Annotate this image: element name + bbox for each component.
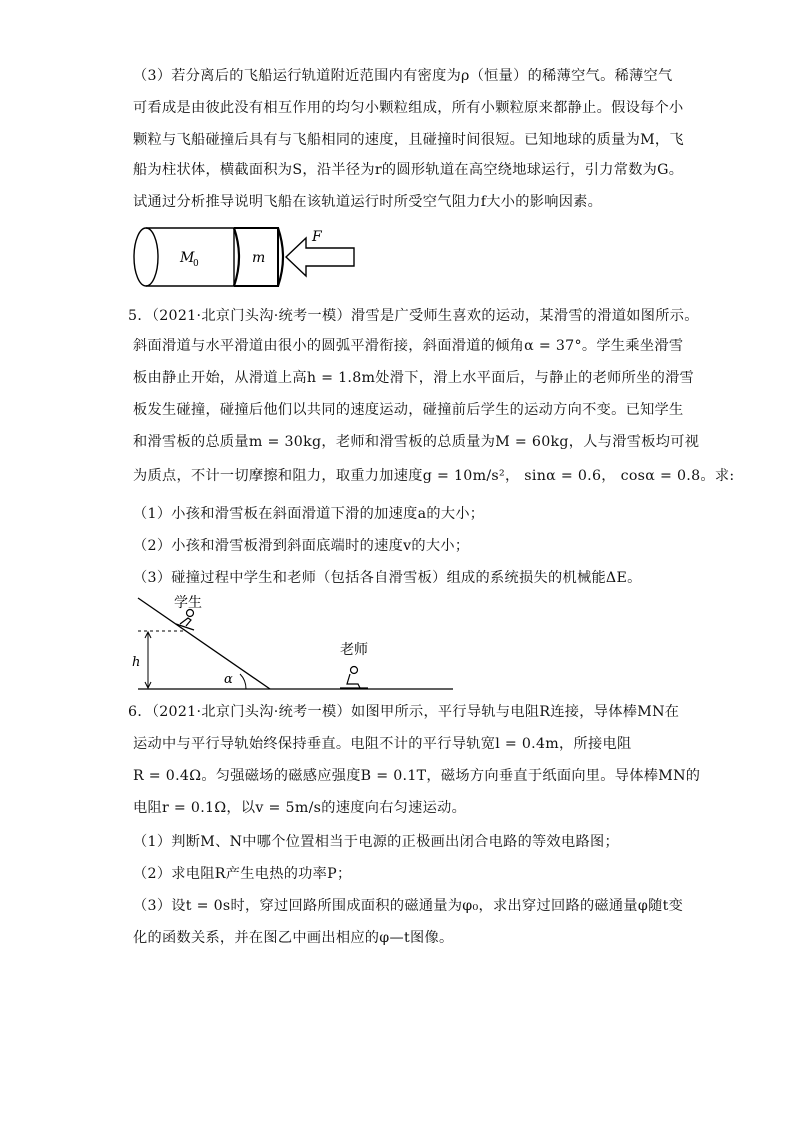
m0-subscript: 0	[193, 259, 199, 269]
q5-line-3: 板由静止开始，从滑道上高h = 1.8m处滑下，滑上水平面后，与静止的老师所坐的滑雪	[133, 370, 695, 386]
q5-line-2: 斜面滑道与水平滑道由很小的圆弧平滑衔接，斜面滑道的倾角α = 37°。学生乘坐滑雪	[133, 338, 684, 354]
q5-part-2: （2）小孩和滑雪板滑到斜面底端时的速度v的大小；	[133, 538, 470, 554]
q4-part3-line-2: 可看成是由彼此没有相互作用的均匀小颗粒组成，所有小颗粒原来都静止。假设每个小	[133, 100, 684, 116]
q4-part3-line-4: 船为柱状体，横截面积为S，沿半径为r的圆形轨道在高空绕地球运行，引力常数为G。	[133, 162, 684, 178]
q6-part-1: （1）判断M、N中哪个位置相当于电源的正极画出闭合电路的等效电路图；	[133, 834, 619, 850]
ski-slope-figure	[128, 590, 458, 694]
q5-part-1: （1）小孩和滑雪板在斜面滑道下滑的加速度a的大小；	[133, 506, 485, 522]
q4-part3-line-5: 试通过分析推导说明飞船在该轨道运行时所受空气阻力f大小的影响因素。	[133, 194, 603, 210]
m-label: m	[252, 250, 266, 266]
student-figure	[176, 610, 194, 631]
teacher-figure	[340, 667, 368, 689]
q5-line-4: 板发生碰撞，碰撞后他们以共同的速度运动，碰撞前后学生的运动方向不变。已知学生	[133, 402, 684, 418]
teacher-label: 老师	[340, 642, 368, 658]
q5-line-6: 为质点，不计一切摩擦和阻力，取重力加速度g = 10m/s²， sinα = 0.6， cosα = 0.8。求:	[133, 468, 735, 484]
q5-line-5: 和滑雪板的总质量m = 30kg，老师和滑雪板的总质量为M = 60kg，人与滑雪板均可视	[133, 434, 700, 450]
q6-part-2: （2）求电阻R产生电热的功率P；	[133, 866, 352, 882]
spacecraft-figure	[128, 222, 358, 292]
q6-part-3-line-2: 化的函数关系，并在图乙中画出相应的φ—t图像。	[133, 930, 454, 946]
angle-alpha-label: α	[224, 672, 233, 687]
force-f-label: F	[312, 229, 322, 245]
q6-part-3-line-1: （3）设t = 0s时，穿过回路所围成面积的磁通量为φ₀，求出穿过回路的磁通量φ随t变	[133, 898, 684, 914]
student-label: 学生	[174, 595, 202, 611]
q5-part-3: （3）碰撞过程中学生和老师（包括各自滑雪板）组成的系统损失的机械能ΔE。	[133, 570, 642, 586]
q6-line-3: R = 0.4Ω。匀强磁场的磁感应强度B = 0.1T，磁场方向垂直于纸面向里。导体棒MN的	[133, 768, 701, 784]
q5-line-1: 5．（2021·北京门头沟·统考一模）滑雪是广受师生喜欢的运动，某滑雪的滑道如图所示。	[128, 308, 699, 324]
m0-label: M	[180, 250, 195, 266]
q6-line-4: 电阻r = 0.1Ω，以v = 5m/s的速度向右匀速运动。	[133, 800, 467, 816]
height-h-label: h	[132, 655, 141, 670]
q6-line-1: 6．（2021·北京门头沟·统考一模）如图甲所示，平行导轨与电阻R连接，导体棒MN在	[128, 704, 680, 720]
q6-line-2: 运动中与平行导轨始终保持垂直。电阻不计的平行导轨宽l = 0.4m，所接电阻	[133, 736, 632, 752]
q4-part3-line-3: 颗粒与飞船碰撞后具有与飞船相同的速度，且碰撞时间很短。已知地球的质量为M，飞	[133, 132, 684, 148]
q4-part3-line-1: （3）若分离后的飞船运行轨道附近范围内有密度为ρ（恒量）的稀薄空气。稀薄空气	[133, 68, 673, 84]
